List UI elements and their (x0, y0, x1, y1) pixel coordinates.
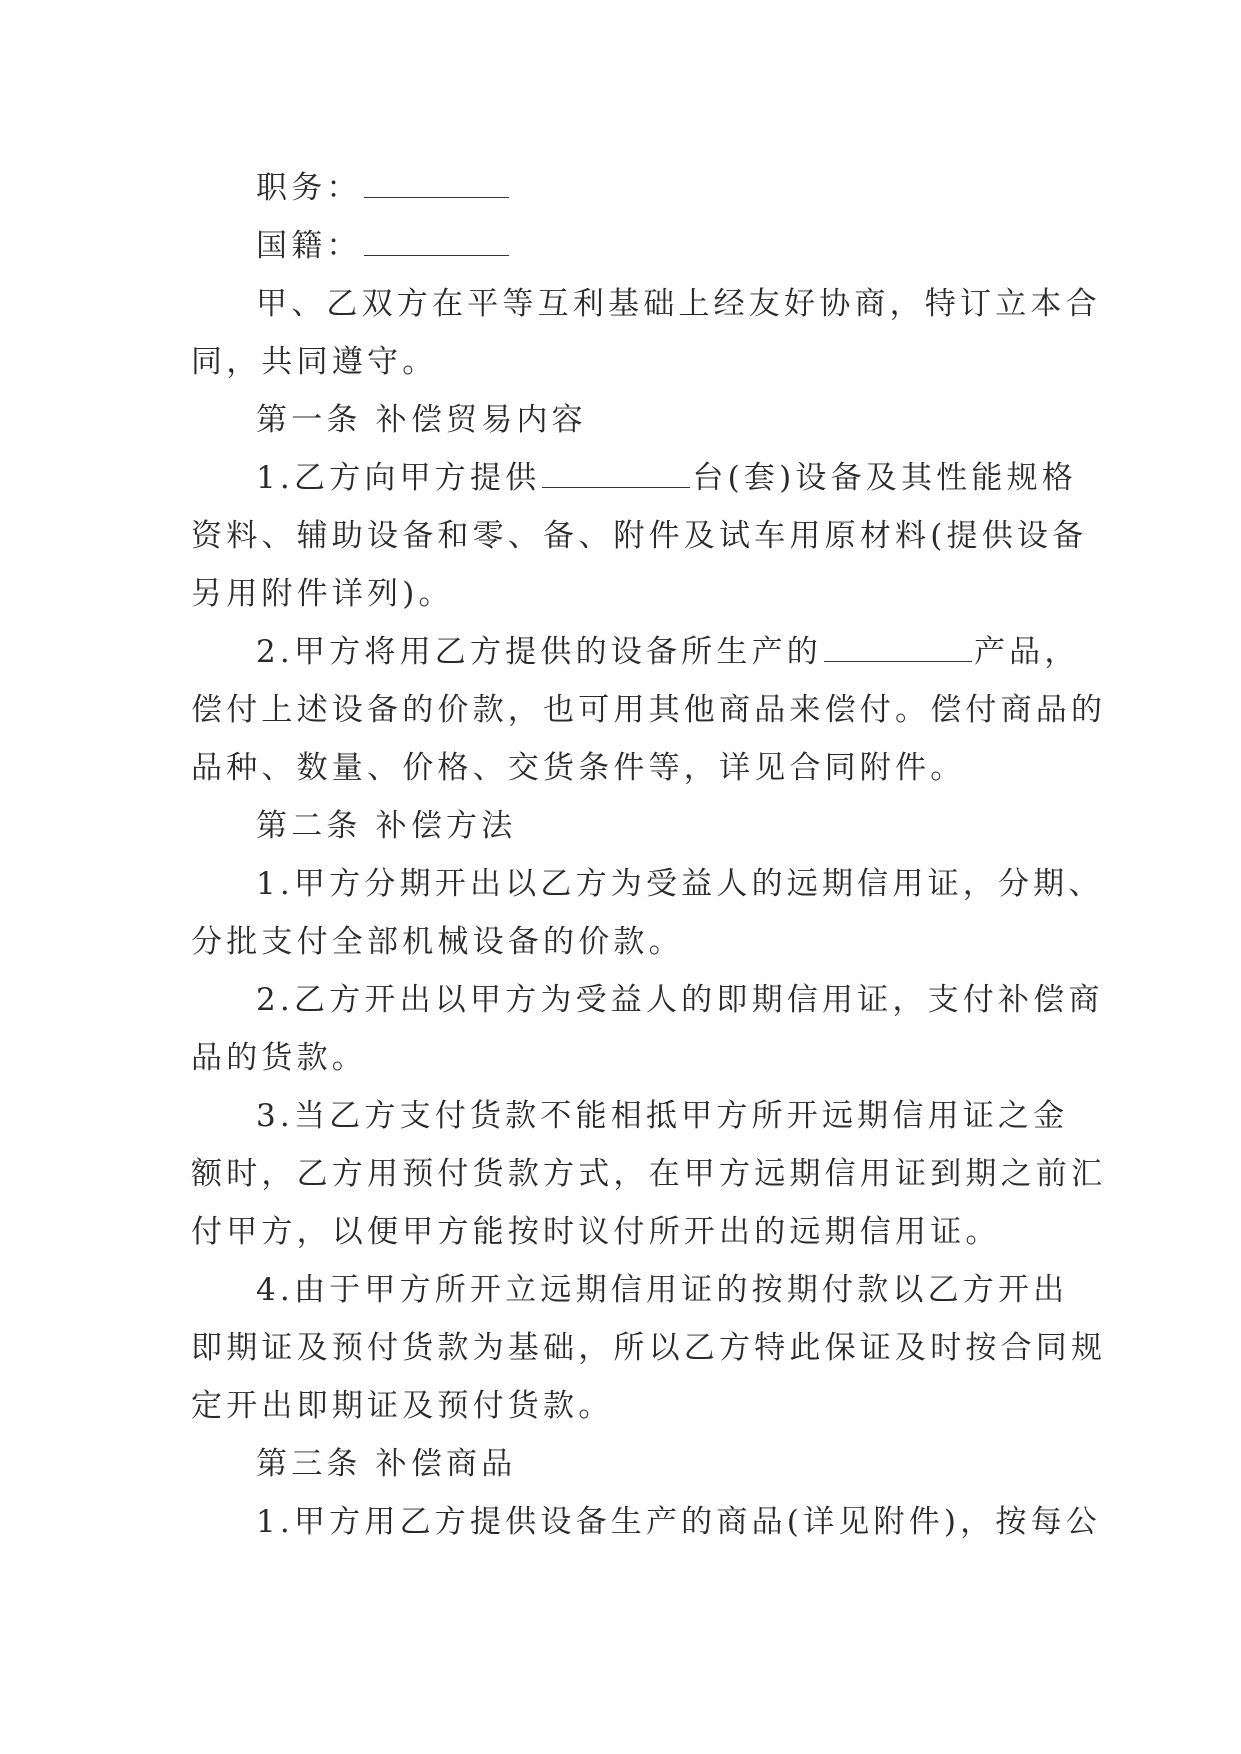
article-1-item-2-line-3: 品种、数量、价格、交货条件等，详见合同附件。 (191, 750, 966, 786)
article-2-item-4-line-3: 定开出即期证及预付货款。 (191, 1388, 614, 1424)
article-2-item-1-line-2: 分批支付全部机械设备的价款。 (191, 924, 684, 960)
nationality-blank (364, 229, 509, 256)
article-1-title: 第一条 补偿贸易内容 (256, 402, 587, 438)
preamble-line-1: 甲、乙双方在平等互利基础上经友好协商，特订立本合 (256, 286, 1101, 322)
article-2-item-3-line-3: 付甲方，以便甲方能按时议付所开出的远期信用证。 (191, 1214, 1001, 1250)
article-2-item-2-line-1: 2.乙方开出以甲方为受益人的即期信用证，支付补偿商 (256, 982, 1104, 1018)
article-1-item-1-post: 台(套)设备及其性能规格 (692, 460, 1077, 496)
preamble-line-2: 同，共同遵守。 (191, 344, 438, 380)
article-2-item-3-line-1: 3.当乙方支付货款不能相抵甲方所开远期信用证之金 (256, 1098, 1069, 1134)
article-1-item-1-line-3: 另用附件详列)。 (191, 576, 454, 612)
position-blank (364, 171, 509, 198)
article-2-item-3-line-2: 额时，乙方用预付货款方式，在甲方远期信用证到期之前汇 (191, 1156, 1107, 1192)
product-blank (824, 635, 972, 662)
position-field (256, 168, 511, 208)
nationality-label: 国籍： (256, 228, 362, 264)
article-2-title: 第二条 补偿方法 (256, 808, 517, 844)
article-1-item-2-line-1 (256, 632, 1080, 672)
article-2-item-2-line-2: 品的货款。 (191, 1040, 367, 1076)
article-2-item-4-line-2: 即期证及预付货款为基础，所以乙方特此保证及时按合同规 (191, 1330, 1107, 1366)
nationality-field (256, 226, 511, 266)
article-2-item-4-line-1: 4.由于甲方所开立远期信用证的按期付款以乙方开出 (256, 1272, 1069, 1308)
article-1-item-1-line-2: 资料、辅助设备和零、备、附件及试车用原材料(提供设备 (191, 518, 1088, 554)
position-label: 职务： (256, 170, 362, 206)
article-1-item-1-line-1 (256, 458, 1077, 498)
article-1-item-2-pre: 2.甲方将用乙方提供的设备所生产的 (256, 634, 822, 670)
article-1-item-2-line-2: 偿付上述设备的价款，也可用其他商品来偿付。偿付商品的 (191, 692, 1107, 728)
article-1-item-1-pre: 1.乙方向甲方提供 (256, 460, 541, 496)
article-1-item-2-post: 产品， (973, 634, 1080, 670)
article-3-title: 第三条 补偿商品 (256, 1446, 517, 1482)
article-3-item-1-line-1: 1.甲方用乙方提供设备生产的商品(详见附件)，按每公 (256, 1504, 1101, 1540)
article-2-item-1-line-1: 1.甲方分期开出以乙方为受益人的远期信用证，分期、 (256, 866, 1104, 902)
equipment-count-blank (542, 461, 690, 488)
